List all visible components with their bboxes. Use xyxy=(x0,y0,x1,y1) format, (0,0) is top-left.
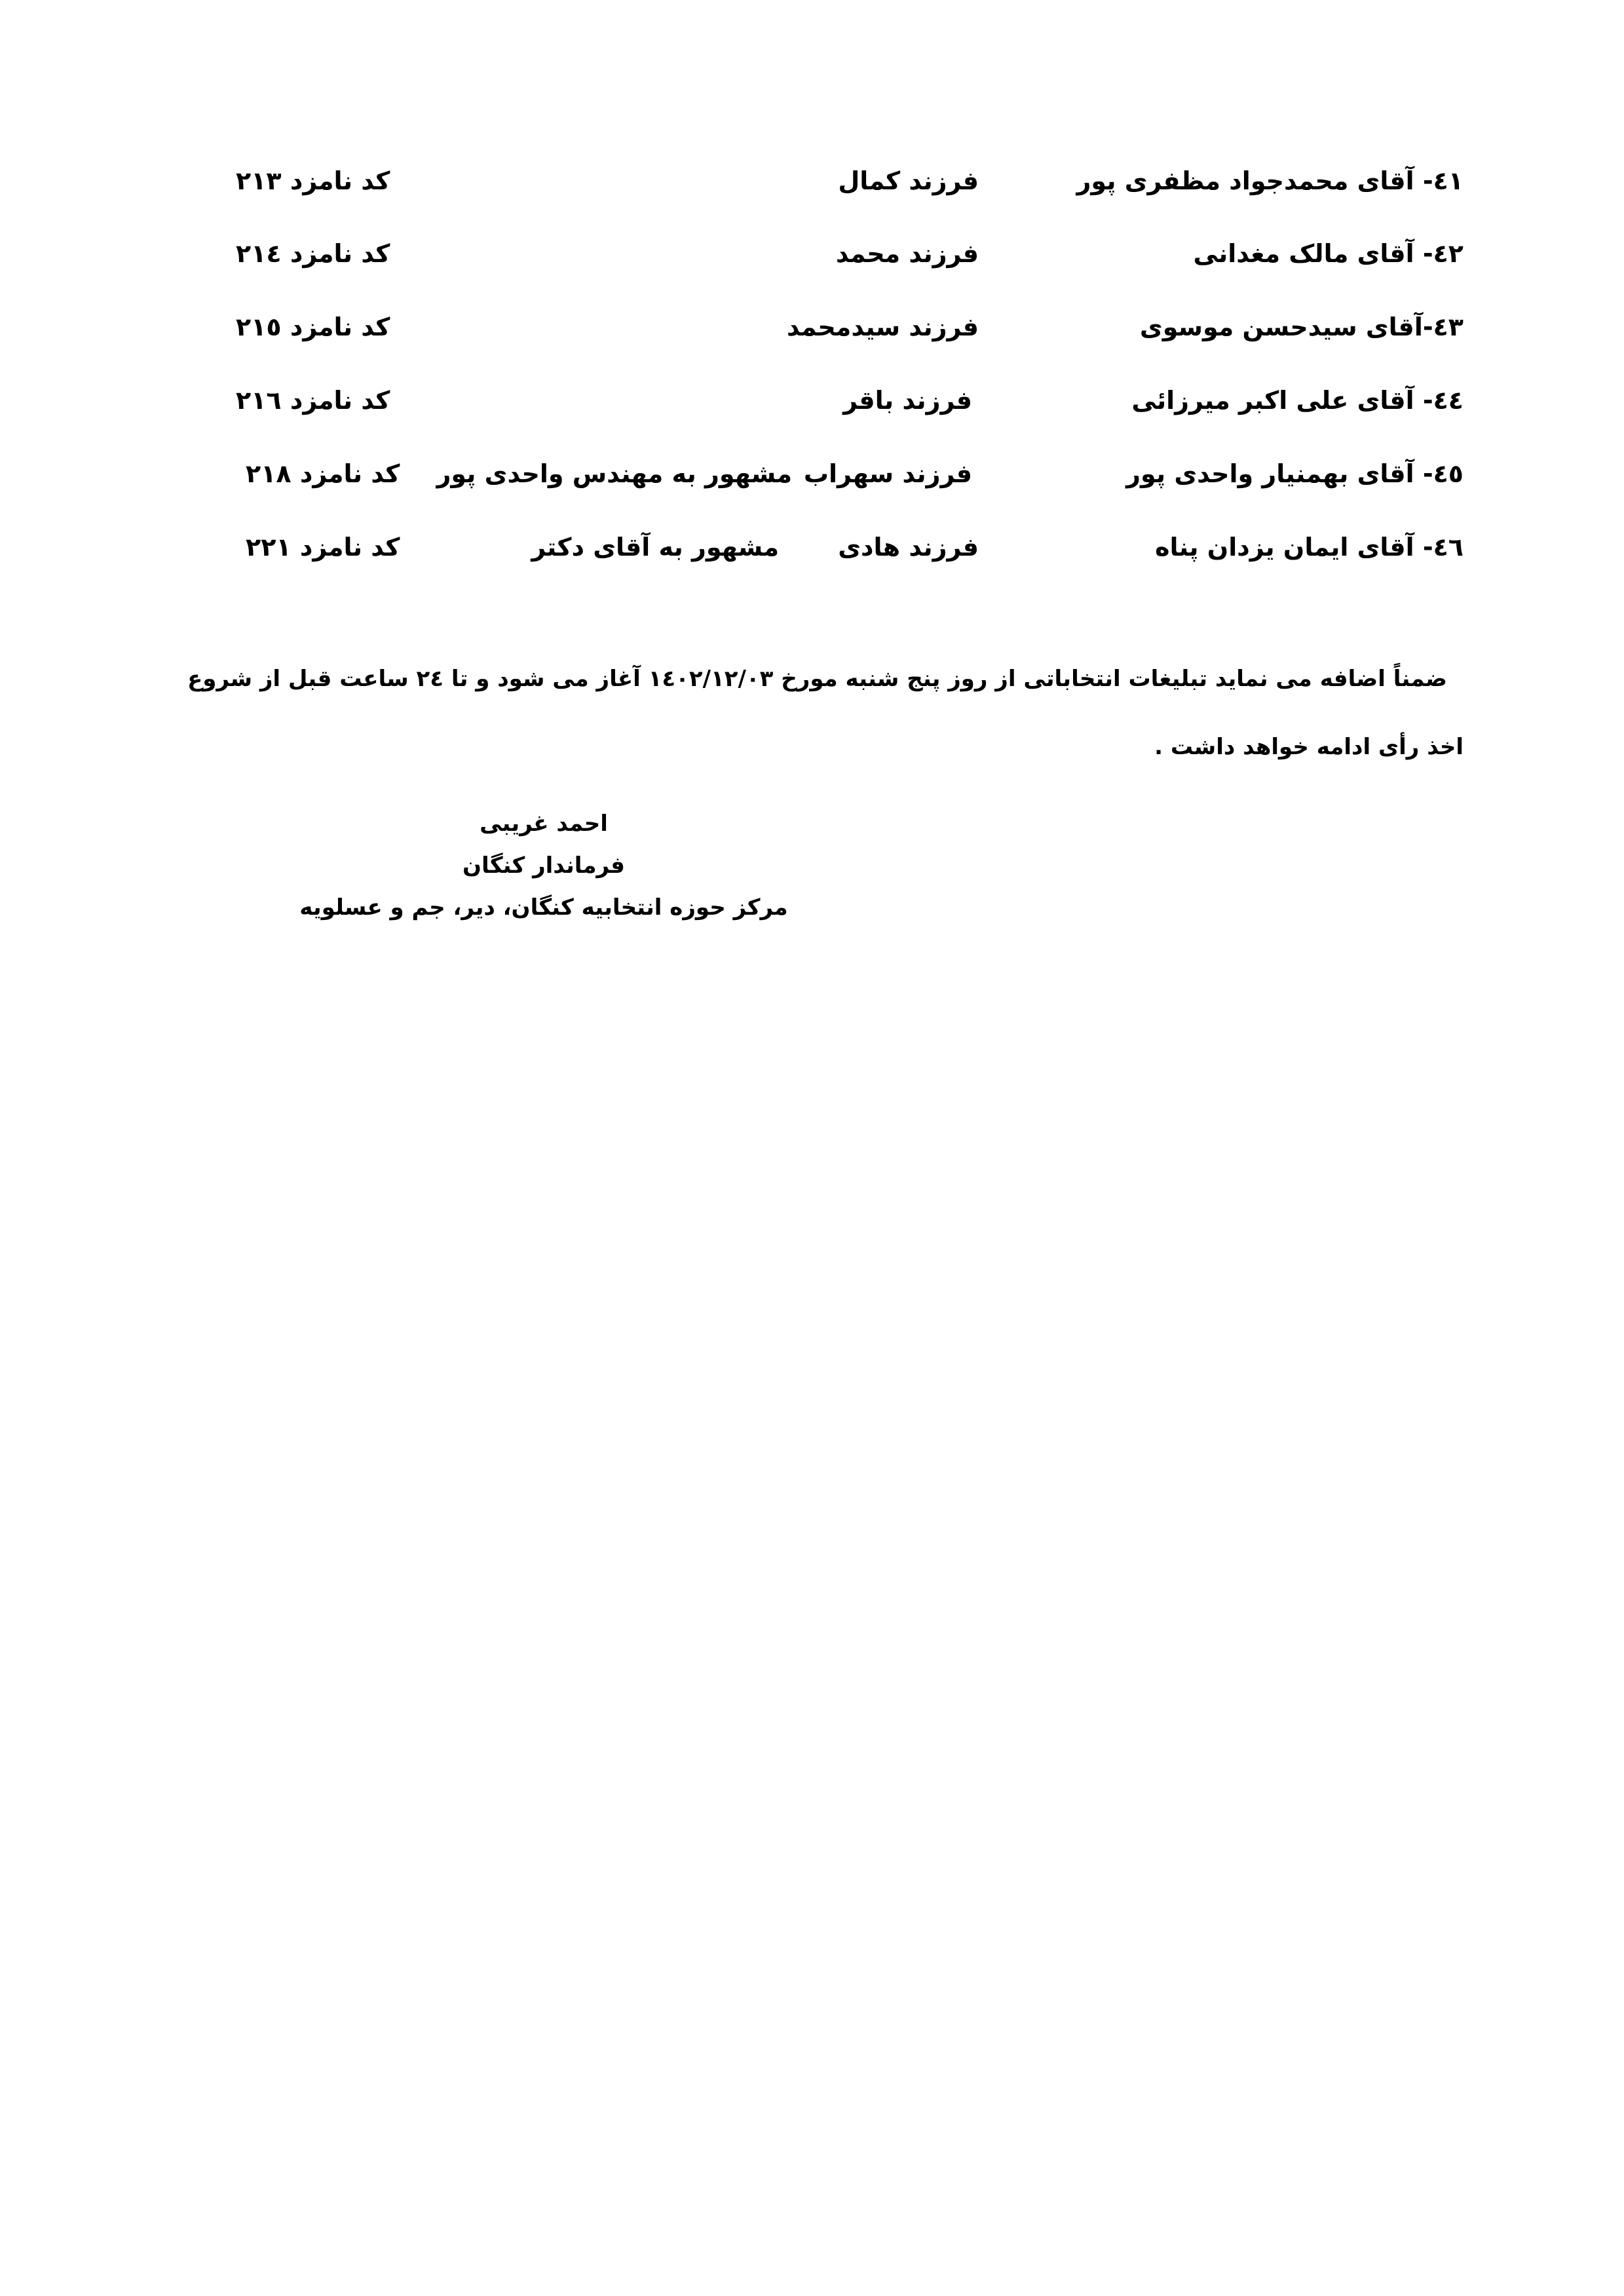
candidate-father: فرزند سهراب xyxy=(803,459,972,488)
candidate-code: کد نامزد ۲۱۸ xyxy=(246,459,400,488)
signatory-title: فرماندار کنگان xyxy=(463,852,625,879)
notice-line-2: اخذ رأی ادامه خواهد داشت . xyxy=(1154,734,1463,760)
candidate-code: کد نامزد ۲۱۳ xyxy=(236,166,390,195)
candidate-father: فرزند کمال xyxy=(838,166,979,195)
candidate-name: ٤٦- آقای ایمان یزدان پناه xyxy=(1155,533,1463,562)
candidate-code: کد نامزد ۲۱٦ xyxy=(236,386,390,415)
candidate-alias: مشهور به آقای دکتر xyxy=(531,533,779,562)
candidate-row xyxy=(0,368,1624,433)
candidate-row xyxy=(0,294,1624,360)
candidate-name: ٤١- آقای محمدجواد مظفری پور xyxy=(1076,166,1463,195)
candidate-row xyxy=(0,441,1624,507)
candidate-name: ٤٤- آقای علی اکبر میرزائی xyxy=(1131,386,1463,415)
signatory-name: احمد غریبی xyxy=(480,811,608,837)
candidate-code: کد نامزد ۲۲۱ xyxy=(246,533,400,562)
candidate-code: کد نامزد ۲۱٥ xyxy=(236,313,390,341)
signatory-office: مرکز حوزه انتخابیه کنگان، دیر، جم و عسلویه xyxy=(299,894,788,921)
candidate-name: ٤۳-آقای سیدحسن موسوی xyxy=(1139,313,1463,341)
candidate-alias: مشهور به مهندس واحدی پور xyxy=(436,459,792,488)
candidate-name: ٤۲- آقای مالک مغدانی xyxy=(1193,239,1463,268)
candidate-row xyxy=(0,514,1624,580)
candidate-row xyxy=(0,148,1624,214)
candidate-code: کد نامزد ۲۱٤ xyxy=(236,239,390,268)
candidate-father: فرزند سیدمحمد xyxy=(786,313,979,341)
candidate-father: فرزند هادی xyxy=(838,533,979,562)
notice-line-1: ضمناً اضافه می نماید تبلیغات انتخاباتی از روز پنج شنبه مورخ ۱٤۰۲/۱۲/۰۳ آغاز می شود و تا ۲٤ ساعت قبل از شروع xyxy=(187,666,1447,692)
candidate-father: فرزند باقر xyxy=(843,386,972,415)
candidate-father: فرزند محمد xyxy=(835,239,979,268)
candidate-name: ٤٥- آقای بهمنیار واحدی پور xyxy=(1126,459,1463,488)
candidate-row xyxy=(0,221,1624,286)
